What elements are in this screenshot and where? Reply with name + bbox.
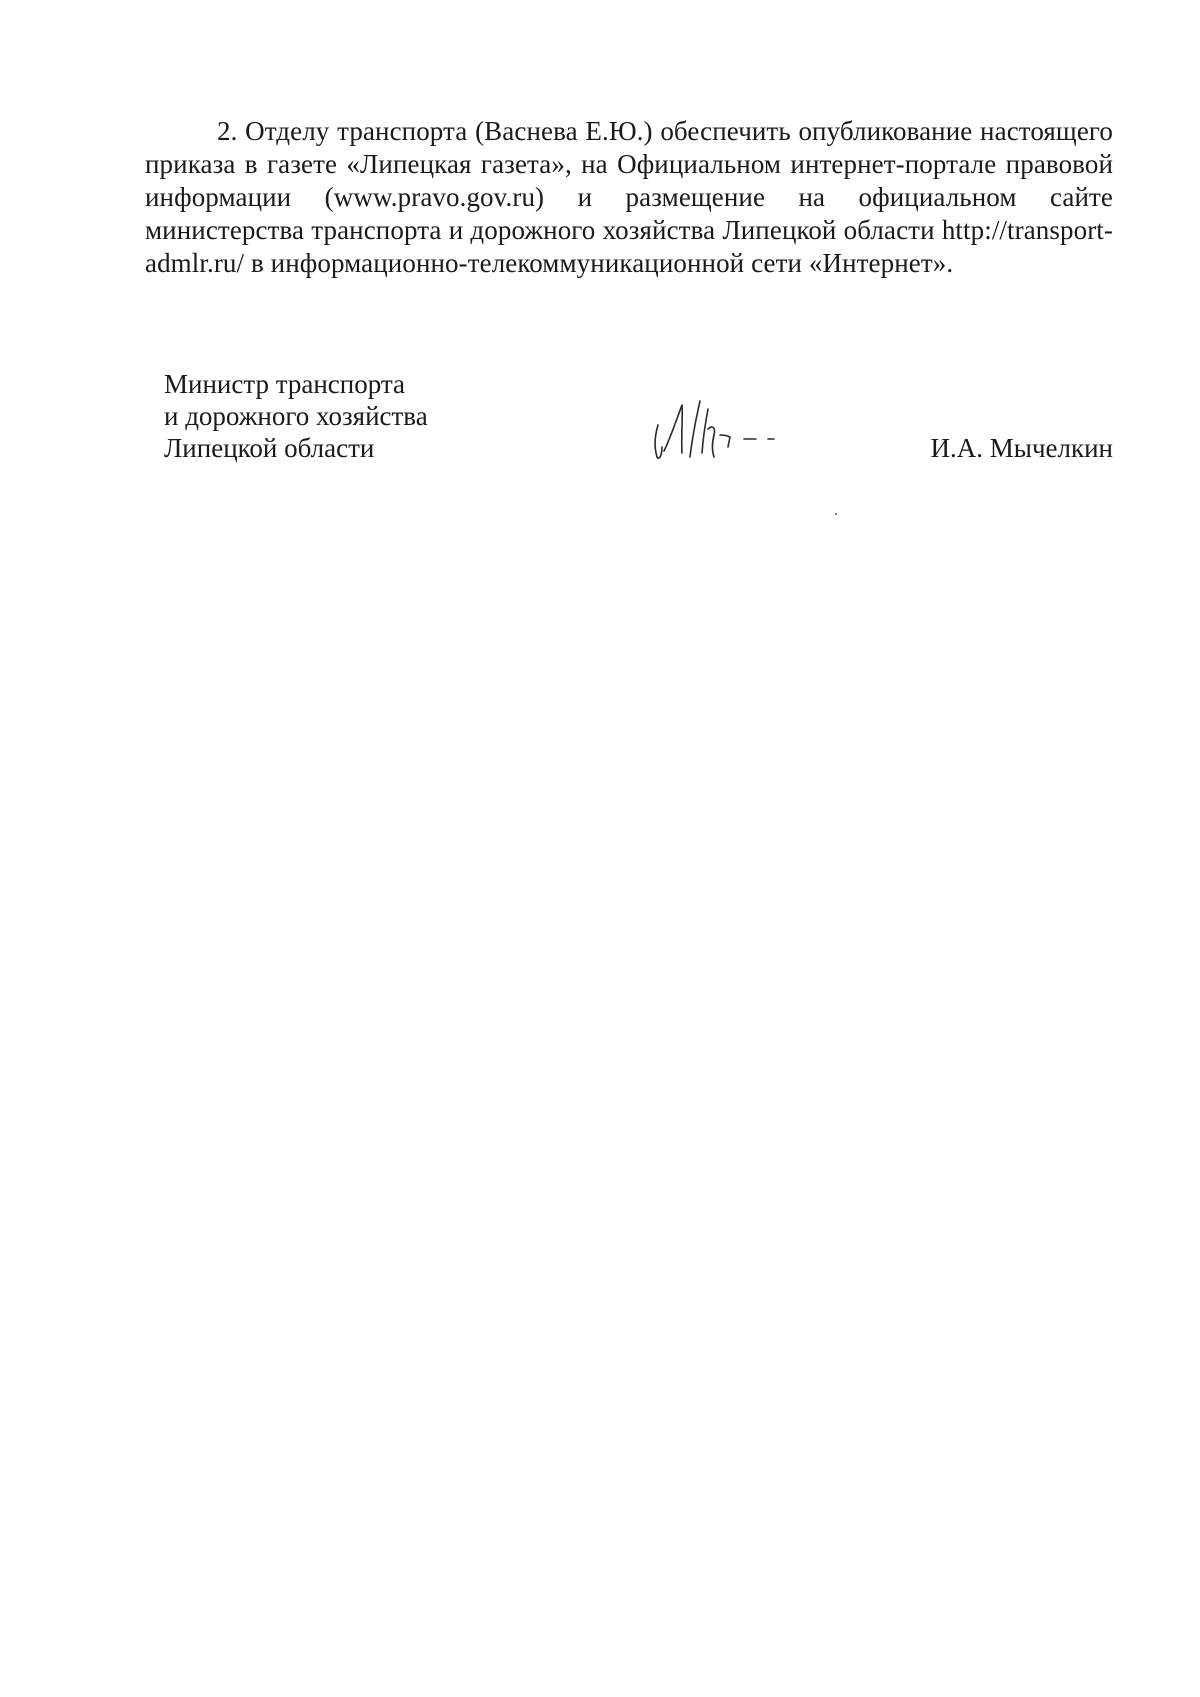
handwritten-signature (650, 395, 780, 465)
paragraph-item-2: 2. Отделу транспорта (Васнева Е.Ю.) обеспечить опубликование настоящего приказа в газете «Липецкая газета», на Официальном интернет-портале правовой информации (www.pravo.gov.ru) и размещение на официальном сайте министерства транспорта и дорожного хозяйства Липецкой области http://transport-admlr.ru/ в информационно-телекоммуникационной сети «Интернет». (145, 116, 1113, 278)
scan-speck (835, 513, 837, 515)
position-line-2: и дорожного хозяйства (164, 401, 428, 431)
signer-name: И.А. Мычелкин (930, 433, 1113, 463)
position-line-1: Министр транспорта (164, 369, 405, 399)
position-line-3: Липецкой области (164, 433, 375, 463)
signatory-position (164, 368, 428, 464)
